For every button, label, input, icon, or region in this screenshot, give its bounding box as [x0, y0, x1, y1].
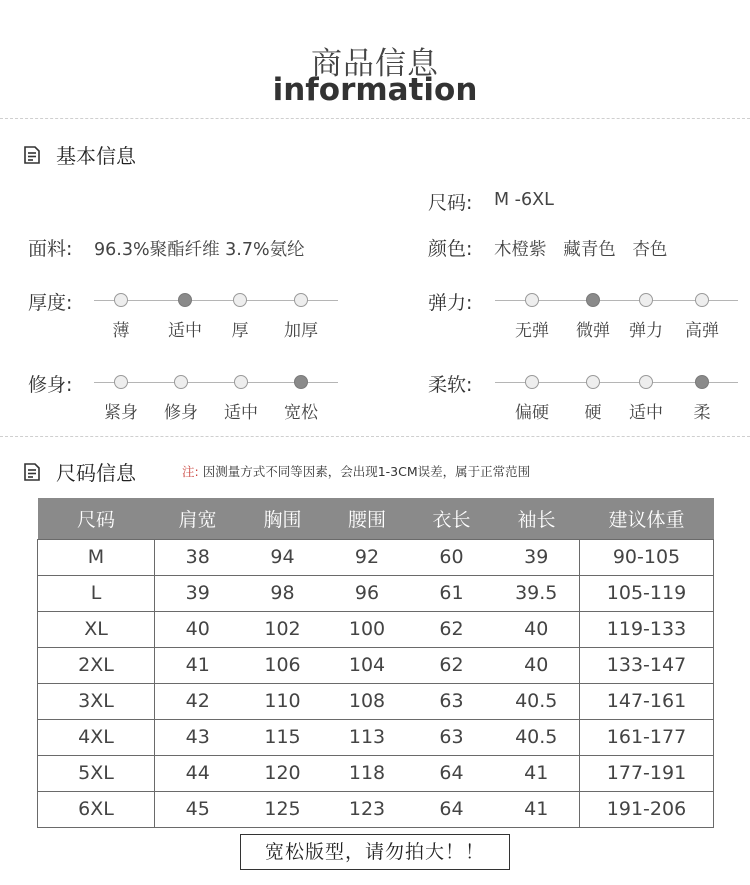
elasticity-label: 弹力: [428, 292, 473, 314]
scale-dot [294, 293, 308, 307]
scale-option-label: 厚 [231, 321, 249, 341]
table-cell: 64 [410, 755, 494, 791]
document-icon [22, 462, 42, 482]
scale-dot [114, 293, 128, 307]
basic-info-heading [22, 140, 136, 169]
table-cell: 41 [155, 647, 241, 683]
table-cell: 120 [241, 755, 325, 791]
scale-option-label: 硬 [584, 403, 602, 423]
table-cell: 44 [155, 755, 241, 791]
table-cell: 102 [241, 611, 325, 647]
scale-dot [639, 375, 653, 389]
scale-dot [233, 293, 247, 307]
table-row [38, 611, 714, 647]
table-cell: 40 [494, 647, 580, 683]
fit-label: 修身: [28, 374, 73, 396]
table-cell: 123 [325, 791, 410, 827]
scale-option-label: 适中 [168, 321, 202, 341]
scale-option-label: 薄 [112, 321, 130, 341]
table-cell: 113 [325, 719, 410, 755]
table-cell: 2XL [38, 647, 155, 683]
table-cell: 41 [494, 755, 580, 791]
table-cell: 40 [155, 611, 241, 647]
scale-dot [234, 375, 248, 389]
column-header: 建议体重 [580, 498, 714, 539]
table-cell: 60 [410, 539, 494, 575]
table-row [38, 683, 714, 719]
table-row [38, 575, 714, 611]
table-cell: 63 [410, 719, 494, 755]
table-row [38, 755, 714, 791]
divider [0, 118, 750, 119]
table-cell: 39 [494, 539, 580, 575]
table-cell: 42 [155, 683, 241, 719]
table-cell: 39 [155, 575, 241, 611]
table-cell: 40.5 [494, 719, 580, 755]
table-row [38, 791, 714, 827]
column-header: 肩宽 [155, 498, 241, 539]
scale-dot-selected [178, 293, 192, 307]
note-text: 因测量方式不同等因素，会出现1-3CM误差，属于正常范围 [198, 464, 531, 479]
table-cell: 177-191 [580, 755, 714, 791]
document-icon [22, 145, 42, 165]
scale-dot [114, 375, 128, 389]
table-cell: 43 [155, 719, 241, 755]
table-row [38, 539, 714, 575]
scale-option-label: 高弹 [685, 321, 719, 341]
scale-option-label: 适中 [224, 403, 258, 423]
table-cell: 161-177 [580, 719, 714, 755]
fabric-value: 96.3%聚酯纤维 3.7%氨纶 [94, 240, 305, 260]
table-cell: 62 [410, 611, 494, 647]
table-cell: 39.5 [494, 575, 580, 611]
table-cell: 106 [241, 647, 325, 683]
table-cell: 133-147 [580, 647, 714, 683]
table-cell: 118 [325, 755, 410, 791]
table-body [38, 539, 714, 827]
table-cell: 64 [410, 791, 494, 827]
table-cell: XL [38, 611, 155, 647]
table-cell: 191-206 [580, 791, 714, 827]
table-cell: 92 [325, 539, 410, 575]
column-header: 腰围 [325, 498, 410, 539]
divider [0, 436, 750, 437]
scale-option-label: 柔 [693, 403, 711, 423]
fit-notice: 宽松版型，请勿拍大！！ [240, 834, 510, 870]
note-prefix: 注: [182, 464, 199, 479]
table-cell: 38 [155, 539, 241, 575]
size-label: 尺码: [428, 192, 473, 214]
table-cell: 45 [155, 791, 241, 827]
table-cell: 125 [241, 791, 325, 827]
section-title: 基本信息 [56, 144, 136, 168]
scale-dot-selected [294, 375, 308, 389]
table-cell: 3XL [38, 683, 155, 719]
table-cell: 61 [410, 575, 494, 611]
table-cell: 4XL [38, 719, 155, 755]
size-table [37, 498, 714, 828]
table-cell: 96 [325, 575, 410, 611]
table-cell: 115 [241, 719, 325, 755]
column-header: 衣长 [410, 498, 494, 539]
table-cell: M [38, 539, 155, 575]
scale-option-label: 修身 [164, 403, 198, 423]
table-cell: 41 [494, 791, 580, 827]
table-cell: 90-105 [580, 539, 714, 575]
table-cell: 63 [410, 683, 494, 719]
table-cell: L [38, 575, 155, 611]
size-value: M -6XL [494, 190, 554, 210]
thickness-label: 厚度: [28, 292, 73, 314]
column-header: 尺码 [38, 498, 155, 539]
column-header: 胸围 [241, 498, 325, 539]
table-cell: 110 [241, 683, 325, 719]
page-subtitle: information [272, 72, 478, 108]
table-cell: 108 [325, 683, 410, 719]
scale-dot [586, 375, 600, 389]
size-info-heading [22, 457, 136, 486]
scale-dot [525, 375, 539, 389]
table-cell: 100 [325, 611, 410, 647]
softness-label: 柔软: [428, 374, 473, 396]
measurement-note [182, 462, 530, 480]
table-cell: 119-133 [580, 611, 714, 647]
scale-dot-selected [695, 375, 709, 389]
scale-option-label: 紧身 [104, 403, 138, 423]
table-cell: 147-161 [580, 683, 714, 719]
scale-option-label: 偏硬 [515, 403, 549, 423]
scale-dot [174, 375, 188, 389]
color-value: 木橙紫 藏青色 杏色 [494, 240, 668, 260]
scale-dot-selected [586, 293, 600, 307]
scale-dot [695, 293, 709, 307]
table-cell: 5XL [38, 755, 155, 791]
column-header: 袖长 [494, 498, 580, 539]
fabric-label: 面料: [28, 238, 73, 260]
table-row [38, 647, 714, 683]
color-label: 颜色: [428, 238, 473, 260]
scale-option-label: 宽松 [284, 403, 318, 423]
scale-option-label: 微弹 [576, 321, 610, 341]
table-cell: 6XL [38, 791, 155, 827]
page-title: 商品信息 [311, 46, 439, 82]
table-cell: 98 [241, 575, 325, 611]
scale-dot [525, 293, 539, 307]
scale-option-label: 无弹 [515, 321, 549, 341]
table-cell: 62 [410, 647, 494, 683]
scale-dot [639, 293, 653, 307]
scale-option-label: 适中 [629, 403, 663, 423]
section-title: 尺码信息 [56, 461, 136, 485]
table-cell: 104 [325, 647, 410, 683]
table-cell: 40.5 [494, 683, 580, 719]
scale-option-label: 加厚 [284, 321, 318, 341]
table-cell: 94 [241, 539, 325, 575]
page-header [0, 0, 750, 118]
table-cell: 40 [494, 611, 580, 647]
table-row [38, 719, 714, 755]
table-header-row [38, 498, 714, 539]
scale-option-label: 弹力 [629, 321, 663, 341]
table-cell: 105-119 [580, 575, 714, 611]
